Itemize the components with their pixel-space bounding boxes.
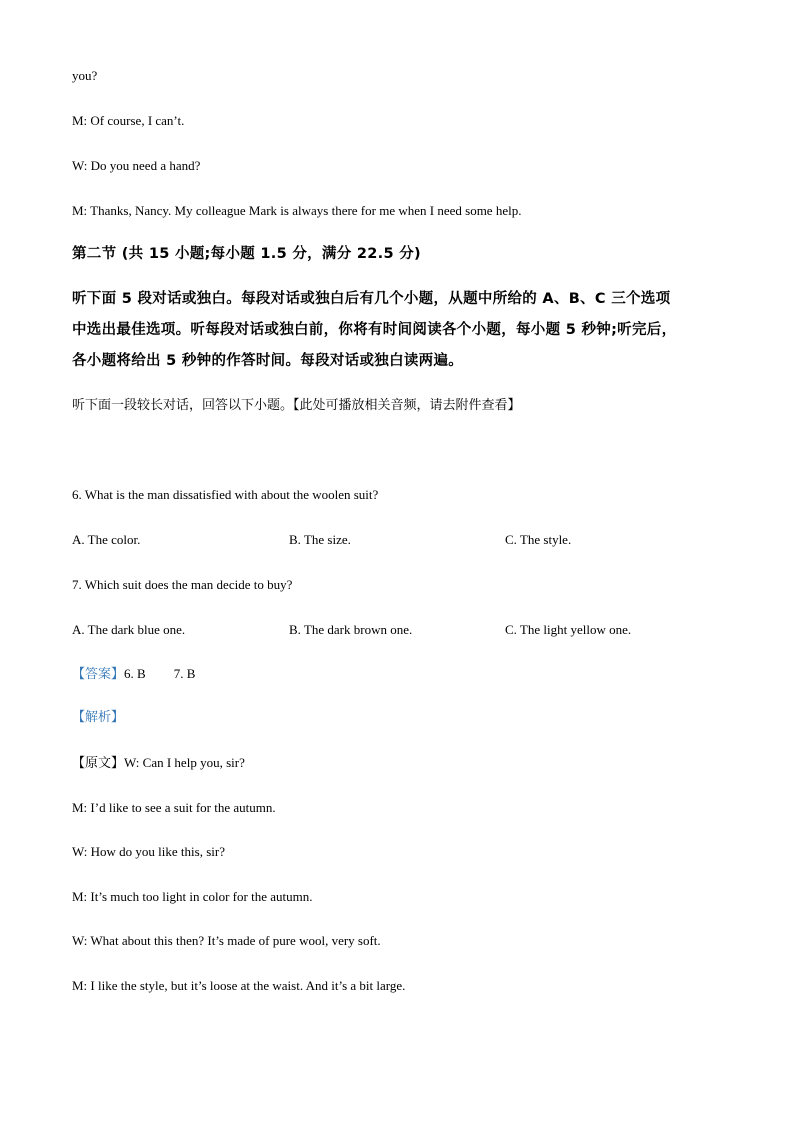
dialogue-line: M: It’s much too light in color for the autumn. [72,889,313,904]
analysis-label: 【解析】 [72,710,125,725]
original-text-label: 【原文】 [72,756,125,771]
option-a: A. The color. [72,532,141,547]
dialogue-line: W: Can I help you, sir? [124,755,245,770]
question-stem: 7. Which suit does the man decide to buy? [72,577,293,592]
option-b: B. The size. [289,532,351,547]
answer-value: 7. B [173,666,196,681]
dialogue-line: W: What about this then? It’s made of pure wool, very soft. [72,933,381,948]
dialogue-line: M: I like the style, but it’s loose at the waist. And it’s a bit large. [72,978,406,993]
dialogue-line: W: Do you need a hand? [72,158,201,173]
instruction-line: 听下面 5 段对话或独白。每段对话或独白后有几个小题，从题中所给的 A、B、C 三个选项 [72,291,671,307]
answer-label: 【答案】 [72,667,125,682]
question-stem: 6. What is the man dissatisfied with about the woolen suit? [72,487,379,502]
original-text-first-line [72,754,245,773]
section-title: 第二节 (共 15 小题;每小题 1.5 分，满分 22.5 分) [72,246,421,262]
option-a: A. The dark blue one. [72,622,186,637]
answer-line [72,665,195,684]
option-c: C. The light yellow one. [505,622,632,637]
dialogue-line: M: Of course, I can’t. [72,113,185,128]
dialogue-line: W: How do you like this, sir? [72,844,225,859]
instruction-line: 中选出最佳选项。听每段对话或独白前，你将有时间阅读各个小题，每小题 5 秒钟;听完后， [72,322,677,338]
listen-note: 听下面一段较长对话，回答以下小题。【此处可播放相关音频，请去附件查看】 [72,398,521,413]
instruction-line: 各小题将给出 5 秒钟的作答时间。每段对话或独白读两遍。 [72,353,464,369]
dialogue-line: M: I’d like to see a suit for the autumn. [72,800,276,815]
option-c: C. The style. [505,532,572,547]
dialogue-line: you? [72,68,98,83]
answer-value: 6. B [124,666,146,681]
option-b: B. The dark brown one. [289,622,413,637]
dialogue-line: M: Thanks, Nancy. My colleague Mark is always there for me when I need some help. [72,203,522,218]
